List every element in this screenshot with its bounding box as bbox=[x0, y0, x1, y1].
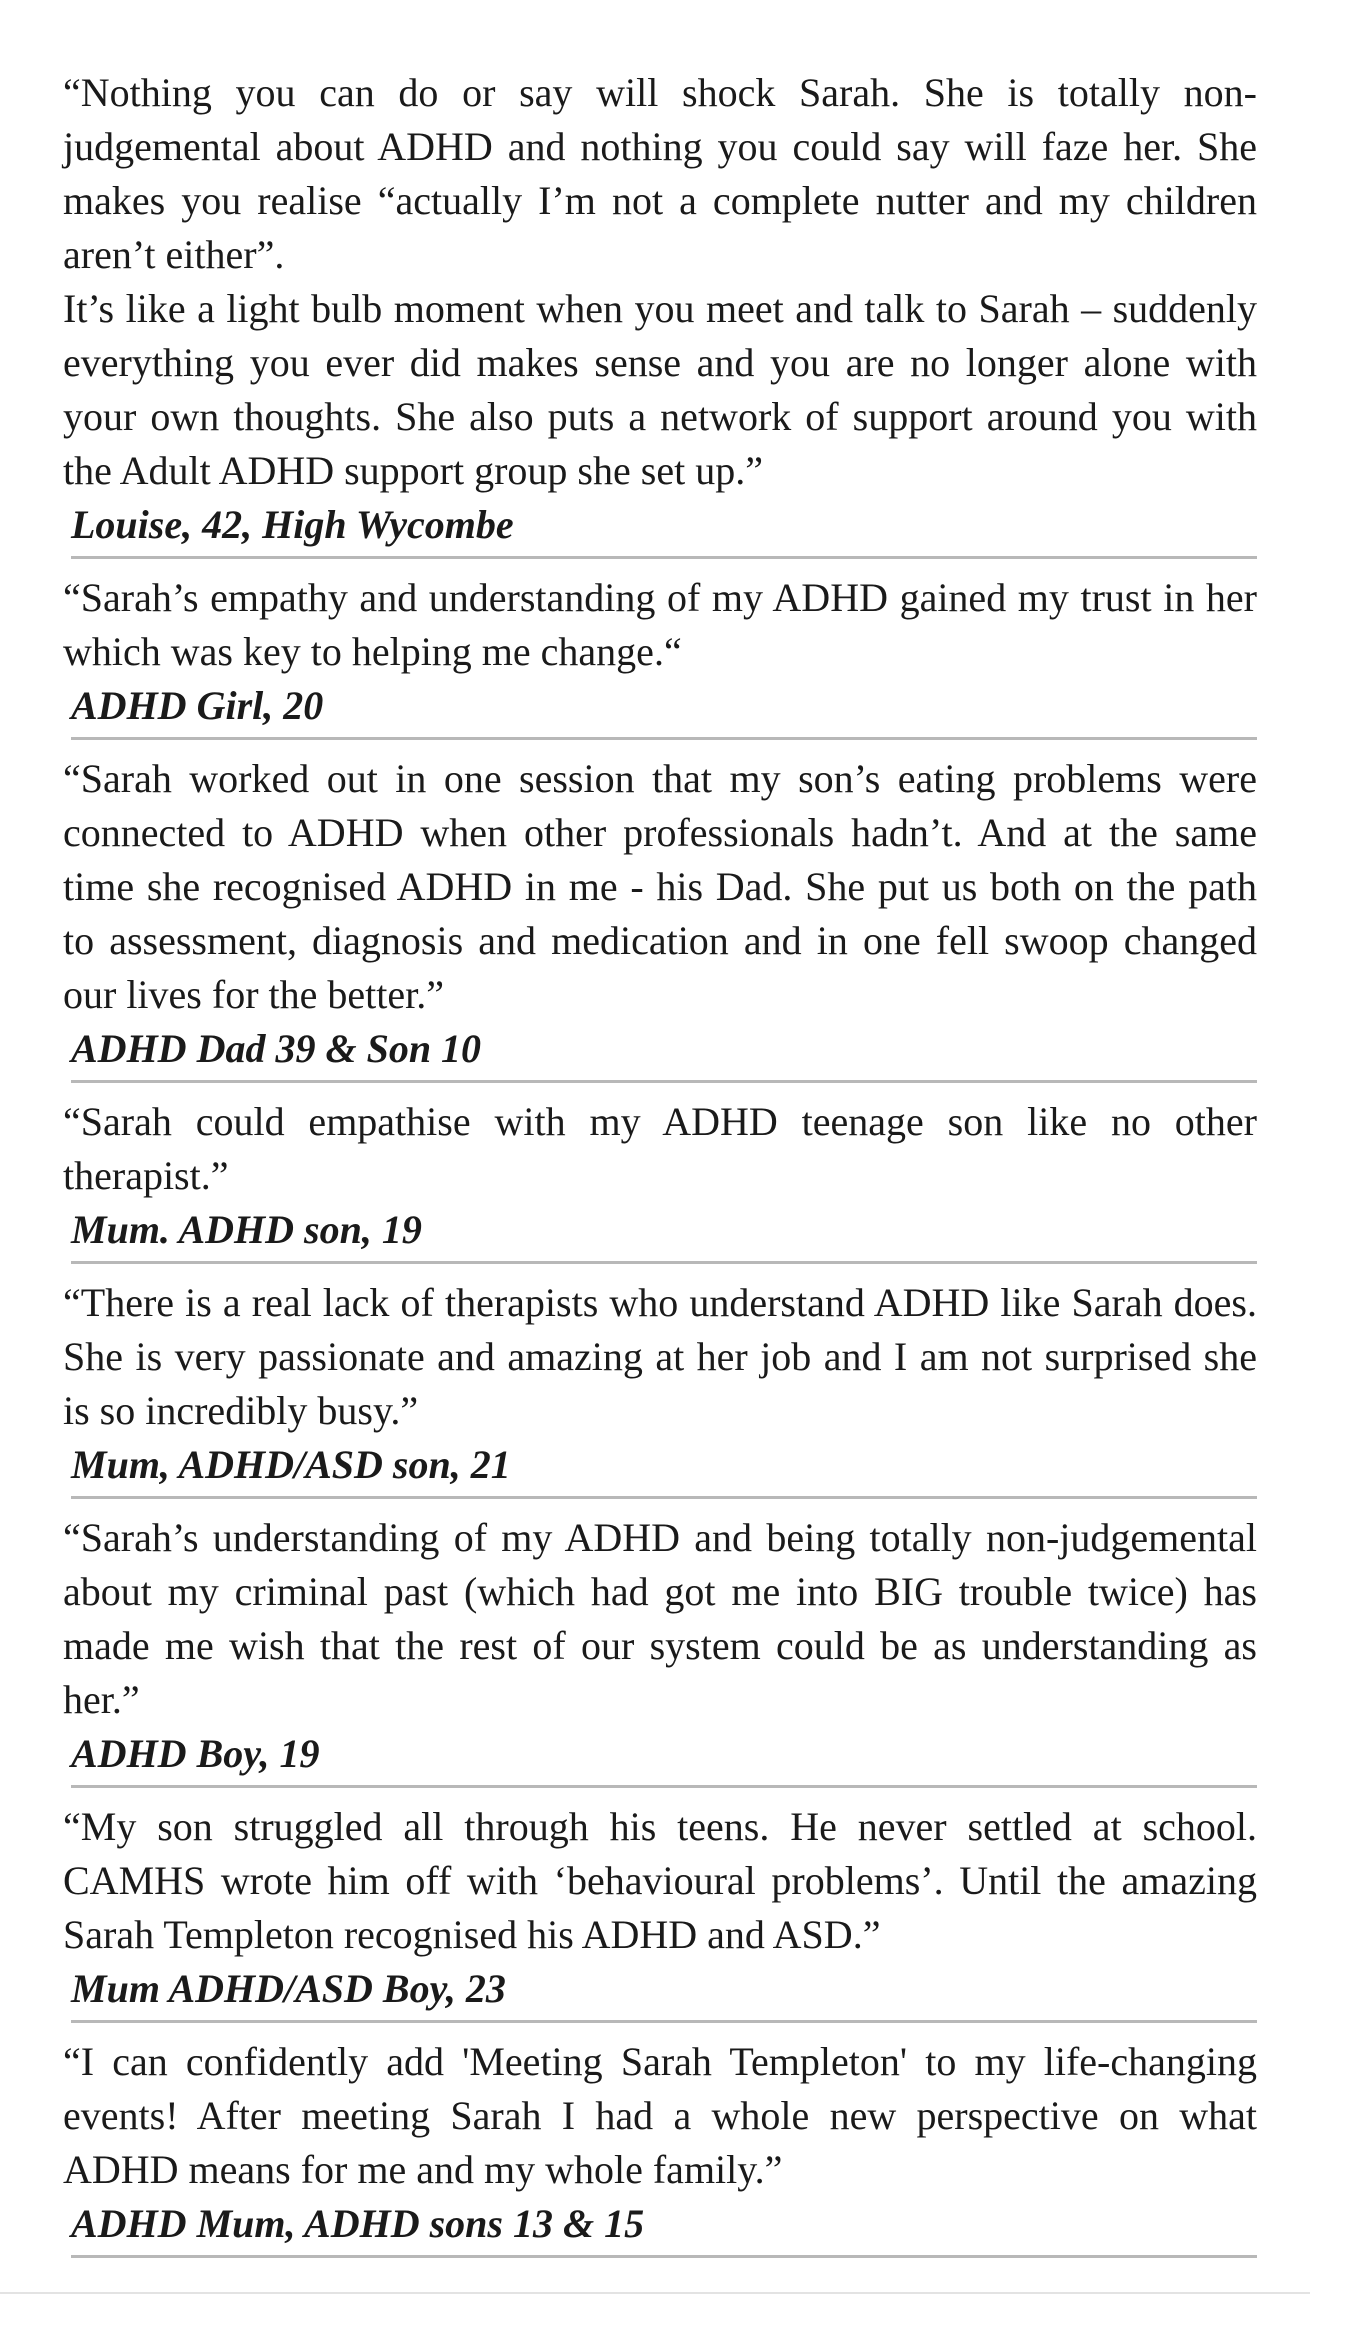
testimonial-quote: “Sarah worked out in one session that my son’s eating problems were connected to ADHD when other professionals hadn’t. And at the same time she recognised ADHD in me - his Dad. She put us both on the path to assessment, diagnosis and medication and in one fell swoop changed our lives for the better.” bbox=[63, 756, 1257, 1017]
testimonial-author: Mum, ADHD/ASD son, 21 bbox=[71, 1442, 511, 1487]
testimonial-quote: “Sarah’s understanding of my ADHD and being totally non-judgemental about my criminal past (which had got me into BIG trouble twice) has made me wish that the rest of our system could be as understanding as her.” bbox=[63, 1515, 1257, 1722]
testimonial-author: Mum ADHD/ASD Boy, 23 bbox=[71, 1966, 506, 2011]
testimonial-quote: “Sarah’s empathy and understanding of my ADHD gained my trust in her which was key to helping me change.“ bbox=[63, 575, 1257, 674]
testimonials-page bbox=[63, 66, 1257, 2270]
testimonial-quote: “My son struggled all through his teens. He never settled at school. CAMHS wrote him off with ‘behavioural problems’. Until the amazing Sarah Templeton recognised his ADHD and ASD.” bbox=[63, 1804, 1257, 1957]
testimonial-author: ADHD Mum, ADHD sons 13 & 15 bbox=[71, 2201, 645, 2246]
testimonial-quote: It’s like a light bulb moment when you meet and talk to Sarah – suddenly everything you ever did makes sense and you are no longer alone with your own thoughts. She also puts a network of support around you with the Adult ADHD support group she set up.” bbox=[63, 286, 1257, 493]
testimonial bbox=[63, 1276, 1257, 1499]
testimonial bbox=[63, 1511, 1257, 1788]
testimonial bbox=[63, 1095, 1257, 1264]
testimonial-author: ADHD Boy, 19 bbox=[71, 1731, 320, 1776]
divider bbox=[71, 1080, 1257, 1083]
testimonial bbox=[63, 752, 1257, 1083]
testimonial bbox=[63, 66, 1257, 559]
testimonial-quote: “Nothing you can do or say will shock Sarah. She is totally non-judgemental about ADHD and nothing you could say will faze her. She makes you realise “actually I’m not a complete nutter and my children aren’t either”. bbox=[63, 70, 1257, 277]
divider bbox=[71, 1785, 1257, 1788]
divider bbox=[71, 2020, 1257, 2023]
testimonial-author: Mum. ADHD son, 19 bbox=[71, 1207, 422, 1252]
page-bottom-rule bbox=[0, 2292, 1310, 2294]
testimonial-quote: “Sarah could empathise with my ADHD teenage son like no other therapist.” bbox=[63, 1099, 1257, 1198]
divider bbox=[71, 737, 1257, 740]
testimonial bbox=[63, 1800, 1257, 2023]
testimonial-author: ADHD Dad 39 & Son 10 bbox=[71, 1026, 482, 1071]
testimonial-author: Louise, 42, High Wycombe bbox=[71, 502, 514, 547]
testimonial-quote: “I can confidently add 'Meeting Sarah Templeton' to my life-changing events! After meeting Sarah I had a whole new perspective on what ADHD means for me and my whole family.” bbox=[63, 2039, 1257, 2192]
divider bbox=[71, 1496, 1257, 1499]
divider bbox=[71, 2255, 1257, 2258]
testimonial bbox=[63, 571, 1257, 740]
testimonial bbox=[63, 2035, 1257, 2258]
divider bbox=[71, 1261, 1257, 1264]
divider bbox=[71, 556, 1257, 559]
testimonial-author: ADHD Girl, 20 bbox=[71, 683, 324, 728]
testimonial-quote: “There is a real lack of therapists who understand ADHD like Sarah does. She is very passionate and amazing at her job and I am not surprised she is so incredibly busy.” bbox=[63, 1280, 1257, 1433]
